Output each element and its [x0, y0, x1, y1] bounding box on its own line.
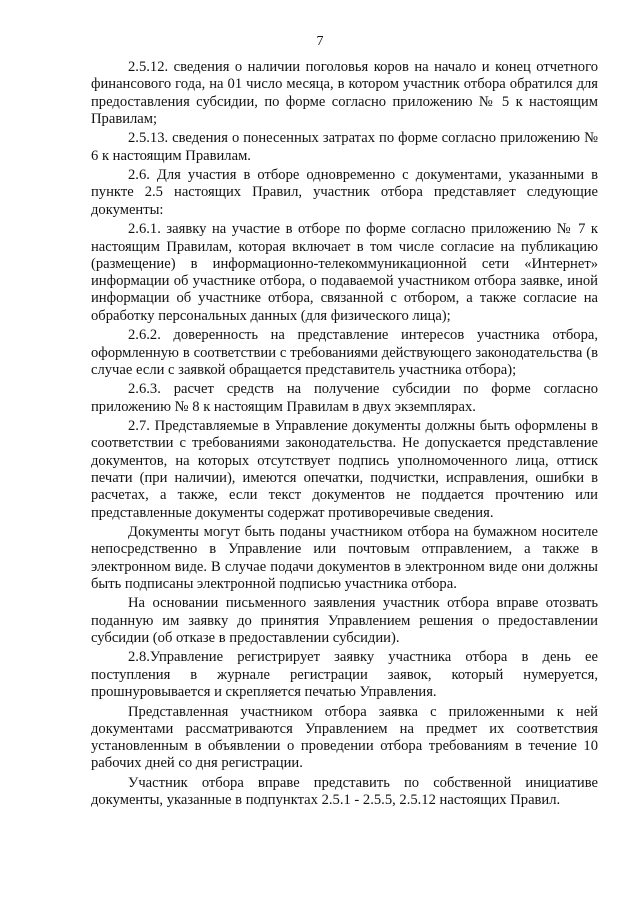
paragraph-2-8: 2.8.Управление регистрирует заявку участника отбора в день ее поступления в журнале регистрации заявок, который нумеруется, прошнуровывается и скрепляется печатью Управления. [91, 649, 598, 701]
paragraph-2-5-13: 2.5.13. сведения о понесенных затратах по форме согласно приложению № 6 к настоящим Правилам. [91, 130, 598, 164]
paragraph-2-6: 2.6. Для участия в отборе одновременно с документами, указанными в пункте 2.5 настоящих Правил, участник отбора представляет следующие документы: [91, 167, 598, 218]
paragraph-2-5-12: 2.5.12. сведения о наличии поголовья коров на начало и конец отчетного финансового года, на 01 число месяца, в котором участник отбора обратился для предоставления субсидии, по форме согласно приложению № 5 к настоящим Правилам; [91, 59, 598, 127]
paragraph-review-period: Представленная участником отбора заявка с приложенными к ней документами рассматриваются Управлением на предмет их соответствия установленным в объявлении о проведении отбора требованиям в течение 10 рабочих дней со дня регистрации. [91, 703, 598, 772]
page-number: 7 [316, 34, 324, 49]
paragraph-2-6-3: 2.6.3. расчет средств на получение субсидии по форме согласно приложению № 8 к настоящим Правилам в двух экземплярах. [91, 381, 598, 415]
paragraph-withdrawal: На основании письменного заявления участник отбора вправе отозвать поданную им заявку до принятия Управлением решения о предоставлении субсидии (об отказе в предоставлении субсидии). [91, 595, 598, 646]
paragraph-2-6-1: 2.6.1. заявку на участие в отборе по форме согласно приложению № 7 к настоящим Правилам, которая включает в том числе согласие на публикацию (размещение) в информационно-телекоммуникационной сети «Интернет» информации об участнике отбора, о подаваемой участником отбора заявке, иной информации об участнике отбора, связанной с отбором, а также согласие на обработку персональных данных (для физического лица); [91, 221, 598, 324]
paragraph-2-6-2: 2.6.2. доверенность на представление интересов участника отбора, оформленную в соответствии с требованиями действующего законодательства (в случае если с заявкой обращается представитель участника отбора); [91, 327, 598, 378]
document-body [91, 59, 598, 812]
paragraph-2-7: 2.7. Представляемые в Управление документы должны быть оформлены в соответствии с требованиями законодательства. Не допускается представление документов, на которых отсутствует подпись уполномоченного лица, оттиск печати (при наличии), имеются опечатки, подчистки, исправления, ошибки в расчетах, а также, если текст документов не поддается прочтению или представленные документы содержат противоречивые сведения. [91, 418, 598, 521]
paragraph-submission-methods: Документы могут быть поданы участником отбора на бумажном носителе непосредственно в Управление или почтовым отправлением, а также в электронном виде. В случае подачи документов в электронном виде они должны быть подписаны электронной подписью участника отбора. [91, 524, 598, 592]
paragraph-own-initiative: Участник отбора вправе представить по собственной инициативе документы, указанные в подпунктах 2.5.1 - 2.5.5, 2.5.12 настоящих Правил. [91, 774, 598, 809]
